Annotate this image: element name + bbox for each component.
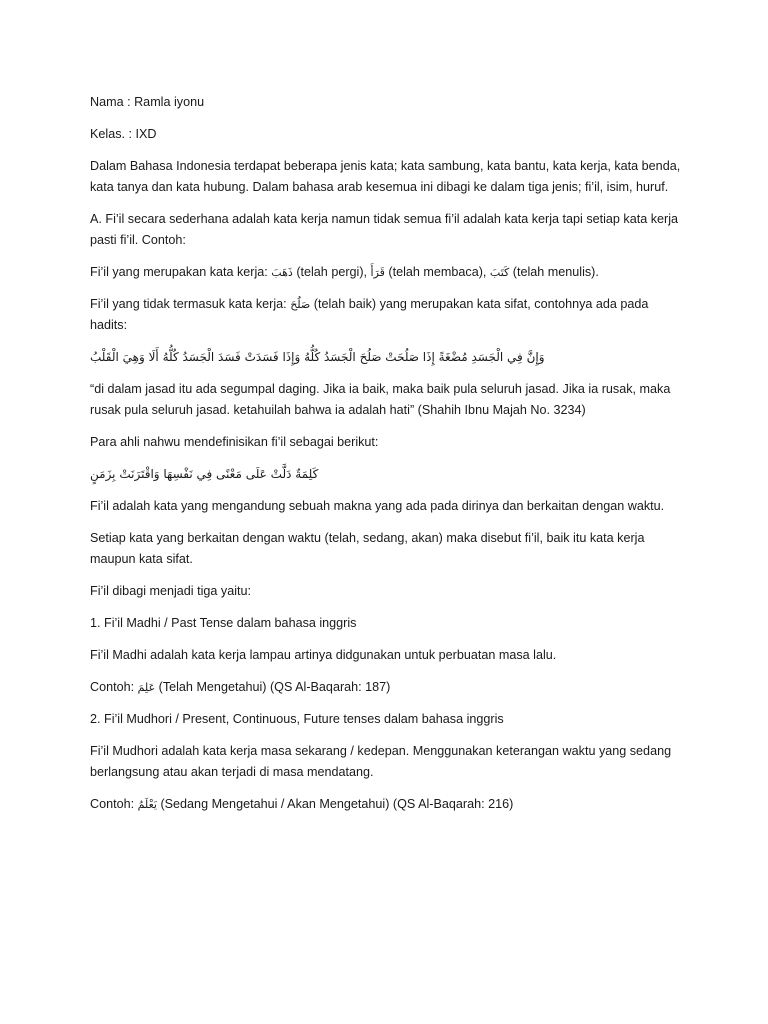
madhi-example-prefix: Contoh: [90,680,135,694]
example-bukan-kata-kerja-suffix: (telah baik) yang merupakan kata sifat, contohnya ada pada hadits: [90,297,649,332]
translation-telah-membaca: (telah membaca), [388,265,487,279]
mudhori-description: Fi’il Mudhori adalah kata kerja masa sekarang / kedepan. Menggunakan keterangan waktu yang sedang berlangsung atau akan terjadi di masa mendatang. [90,744,672,779]
arabic-word-yalamu: يَعْلَمُ [137,798,157,811]
madhi-heading: 1. Fi’il Madhi / Past Tense dalam bahasa inggris [90,616,357,630]
arabic-word-kataba: كَتَبَ [489,266,510,279]
mudhori-example-suffix: (Sedang Mengetahui / Akan Mengetahui) (QS Al-Baqarah: 216) [160,797,514,811]
section-a-paragraph: A. Fi’il secara sederhana adalah kata kerja namun tidak semua fi’il adalah kata kerja tapi setiap kata kerja pasti fi’il. Contoh: [90,212,679,247]
madhi-example [90,677,688,698]
student-class: Kelas. : IXD [90,127,157,141]
definition-translation: Fi’il adalah kata yang mengandung sebuah makna yang ada pada dirinya dan berkaitan dengan waktu. [90,499,665,513]
example-bukan-kata-kerja [90,294,688,336]
madhi-example-suffix: (Telah Mengetahui) (QS Al-Baqarah: 187) [158,680,391,694]
division-intro: Fi’il dibagi menjadi tiga yaitu: [90,584,252,598]
arabic-word-alima: عَلِمَ [137,681,156,694]
arabic-word-qaraa: قَرَأَ [370,266,385,279]
example-kata-kerja-prefix: Fi’il yang merupakan kata kerja: [90,265,268,279]
arabic-word-dzahaba: ذَهَبَ [271,266,293,279]
madhi-description: Fi’il Madhi adalah kata kerja lampau artinya didgunakan untuk perbuatan masa lalu. [90,648,557,662]
example-bukan-kata-kerja-prefix: Fi’il yang tidak termasuk kata kerja: [90,297,287,311]
hadith-translation: “di dalam jasad itu ada segumpal daging. Jika ia baik, maka baik pula seluruh jasad. Jika ia rusak, maka rusak pula seluruh jasad. ketahuilah bahwa ia adalah hati” (Shahih Ibnu Majah No. 3234) [90,382,671,417]
document-body [90,92,688,826]
student-name: Nama : Ramla iyonu [90,95,205,109]
definition-arabic: كَلِمَةٌ دَلَّتْ عَلَى مَعْنًى فِي نَفْسِهَا وَاقْتَرَنَتْ بِزَمَنٍ [90,467,319,481]
intro-paragraph: Dalam Bahasa Indonesia terdapat beberapa jenis kata; kata sambung, kata bantu, kata kerja, kata benda, kata tanya dan kata hubung. Dalam bahasa arab kesemua ini dibagi ke dalam tiga jenis; fi’il, isim, huruf. [90,159,681,194]
example-kata-kerja [90,262,688,283]
arabic-word-shaluha: صَلُحَ [290,298,311,311]
mudhori-example-prefix: Contoh: [90,797,135,811]
hadith-arabic: وَإِنَّ فِي الْجَسَدِ مُضْغَةً إِذَا صَلُحَتْ صَلُحَ الْجَسَدُ كُلُّهُ وَإِذَا فَسَدَتْ فَسَدَ الْجَسَدُ كُلُّهُ أَلَا وَهِيَ الْقَلْبُ [90,350,545,364]
nahwu-intro: Para ahli nahwu mendefinisikan fi’il sebagai berikut: [90,435,379,449]
translation-telah-pergi: (telah pergi), [296,265,368,279]
translation-telah-menulis: (telah menulis). [512,265,599,279]
time-paragraph: Setiap kata yang berkaitan dengan waktu (telah, sedang, akan) maka disebut fi’il, baik itu kata kerja maupun kata sifat. [90,531,645,566]
mudhori-example [90,794,688,815]
mudhori-heading: 2. Fi’il Mudhori / Present, Continuous, Future tenses dalam bahasa inggris [90,712,504,726]
